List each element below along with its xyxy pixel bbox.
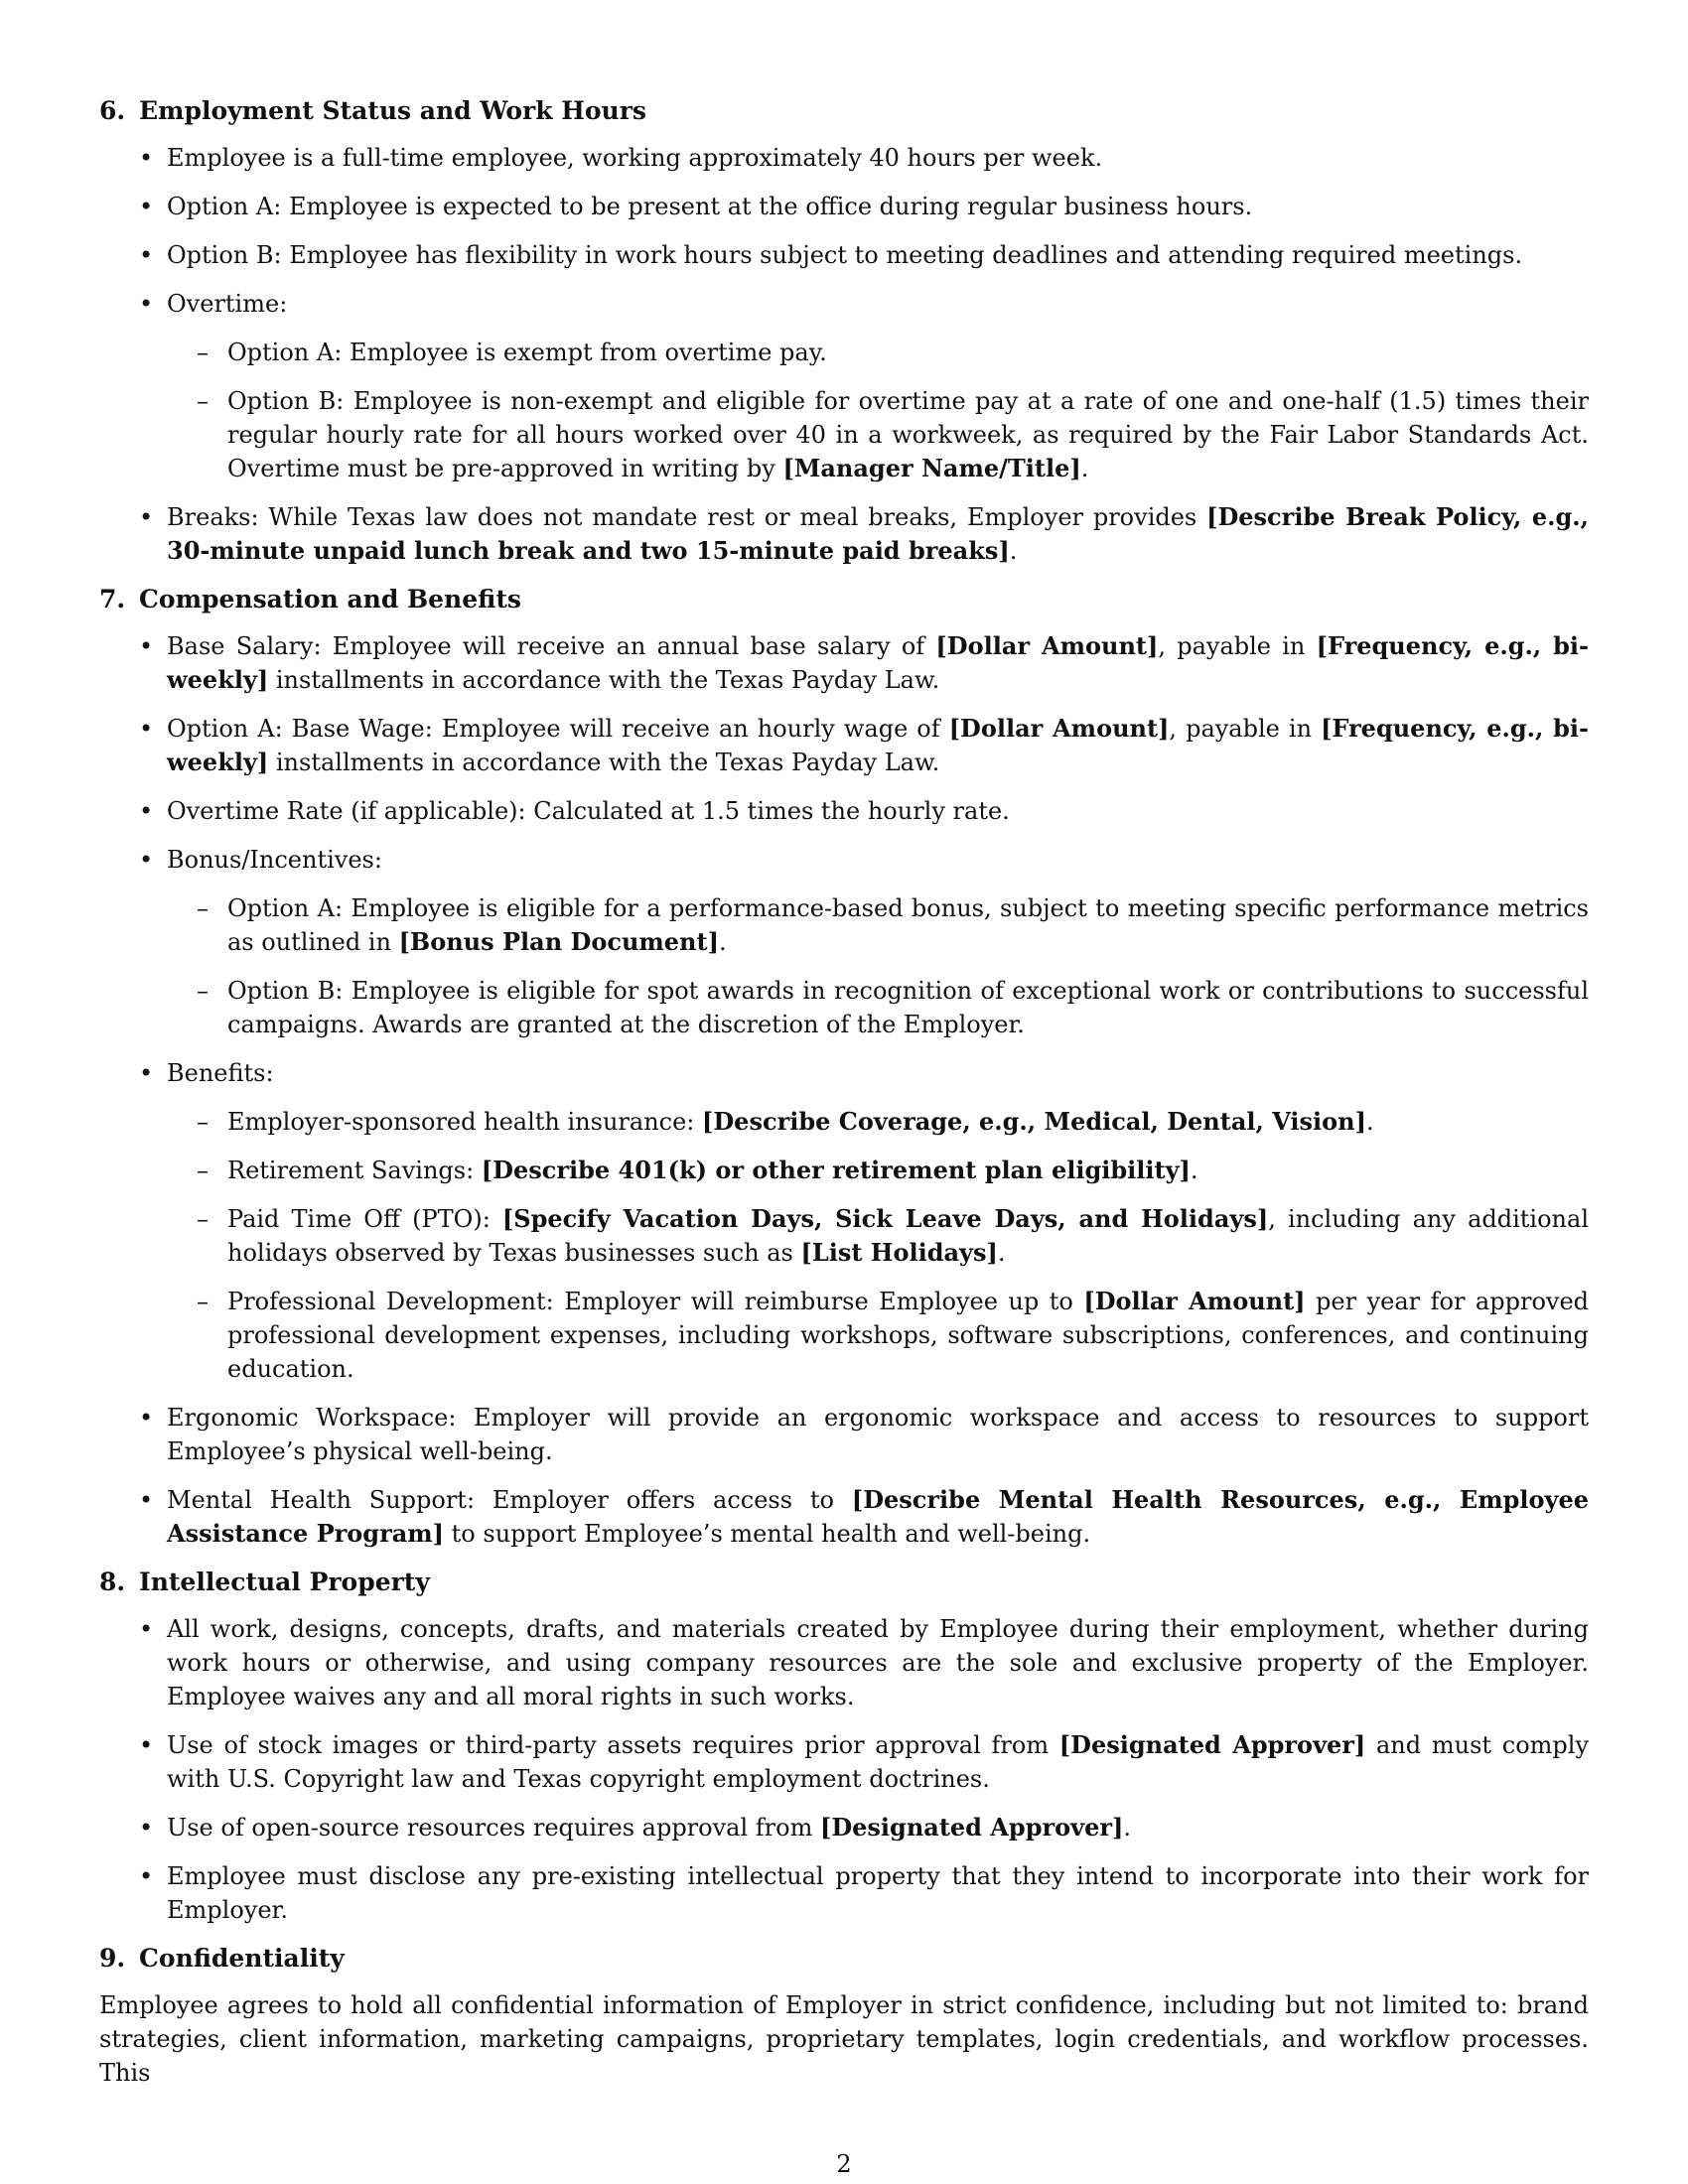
sub-list-item: – Option B: Employee is eligible for spot awards in recognition of exceptional work or contributions to successful campaigns. Awards are granted at the discretion of the Employer. xyxy=(227,974,1589,1041)
placeholder: [Frequency, e.g., bi-weekly] xyxy=(167,714,1590,776)
placeholder: [Dollar Amount] xyxy=(935,631,1159,660)
confidentiality-paragraph: Employee agrees to hold all confidential information of Employer in strict confidence, including but not limited to: brand strategies, client information, marketing campaigns, proprietary templates, login credentials, and workflow processes. This xyxy=(99,1991,1589,2087)
placeholder: [Bonus Plan Document] xyxy=(398,927,719,956)
placeholder: [List Holidays] xyxy=(800,1238,998,1267)
placeholder: [Specify Vacation Days, Sick Leave Days, and Holidays] xyxy=(501,1204,1269,1233)
list-item: • Benefits: – Employer-sponsored health insurance: [Describe Coverage, e.g., Medical, Dental, Vision]. – Retirement Savings: [Describe 401(k) or other retirement plan eligibility]. – Paid Time Off (PTO): [Specify Vacation Days, Sick Leave Days, and Holidays], including any additional holidays observed by Texas businesses such as [List Holidays]. – Professional Development: Employer will reimburse Employee up to [Dollar Amount] per year for approved professional development expenses, including workshops, software subscriptions, conferences, and continuing education. xyxy=(167,1056,1589,1386)
section-7-heading xyxy=(99,583,1589,616)
section-8-heading xyxy=(99,1566,1589,1599)
sub-list-item: – Professional Development: Employer will reimburse Employee up to [Dollar Amount] per year for approved professional development expenses, including workshops, software subscriptions, conferences, and continuing education. xyxy=(227,1285,1589,1386)
sub-list-item: – Paid Time Off (PTO): [Specify Vacation Days, Sick Leave Days, and Holidays], including any additional holidays observed by Texas businesses such as [List Holidays]. xyxy=(227,1202,1589,1270)
placeholder: [Describe Break Policy, e.g., 30-minute unpaid lunch break and two 15-minute paid breaks] xyxy=(167,502,1589,565)
list-item: • Overtime Rate (if applicable): Calculated at 1.5 times the hourly rate. xyxy=(167,794,1589,828)
placeholder: [Frequency, e.g., bi-weekly] xyxy=(167,631,1590,694)
section-8-list xyxy=(99,1612,1589,1927)
section-6-heading xyxy=(99,94,1589,128)
sub-list-item: – Retirement Savings: [Describe 401(k) or other retirement plan eligibility]. xyxy=(227,1154,1589,1187)
list-item: • Breaks: While Texas law does not mandate rest or meal breaks, Employer provides [Describe Break Policy, e.g., 30-minute unpaid lunch break and two 15-minute paid breaks]. xyxy=(167,500,1589,568)
list-item: • Overtime: – Option A: Employee is exempt from overtime pay. – Option B: Employee is non-exempt and eligible for overtime pay at a rate of one and one-half (1.5) times their regular hourly rate for all hours worked over 40 in a workweek, as required by the Fair Labor Standards Act. Overtime must be pre-approved in writing by [Manager Name/Title]. xyxy=(167,287,1589,485)
list-item: • Use of open-source resources requires approval from [Designated Approver]. xyxy=(167,1811,1589,1844)
section-number: 6. xyxy=(99,96,126,125)
section-title: Confidentiality xyxy=(139,1944,345,1973)
list-item: • All work, designs, concepts, drafts, and materials created by Employee during their employment, whether during work hours or otherwise, and using company resources are the sole and exclusive property of the Employer. Employee waives any and all moral rights in such works. xyxy=(167,1612,1589,1713)
list-item: • Option A: Employee is expected to be present at the office during regular business hours. xyxy=(167,190,1589,223)
section-number: 8. xyxy=(99,1568,126,1596)
sub-list xyxy=(167,891,1589,1041)
page-number: 2 xyxy=(836,2150,852,2178)
placeholder: [Describe 401(k) or other retirement plan eligibility] xyxy=(481,1156,1191,1184)
list-item: • Option B: Employee has flexibility in work hours subject to meeting deadlines and attending required meetings. xyxy=(167,238,1589,272)
placeholder: [Dollar Amount] xyxy=(1083,1287,1306,1315)
list-item: • Mental Health Support: Employer offers access to [Describe Mental Health Resources, e.g., Employee Assistance Program] to support Employee’s mental health and well-being. xyxy=(167,1483,1589,1551)
section-9-heading xyxy=(99,1942,1589,1976)
sub-list xyxy=(167,336,1589,485)
list-item: • Ergonomic Workspace: Employer will provide an ergonomic workspace and access to resources to support Employee’s physical well-being. xyxy=(167,1401,1589,1468)
placeholder: [Dollar Amount] xyxy=(948,714,1170,743)
section-7-list xyxy=(99,629,1589,1551)
list-item: • Option A: Base Wage: Employee will receive an hourly wage of [Dollar Amount], payable in [Frequency, e.g., bi-weekly] installments in accordance with the Texas Payday Law. xyxy=(167,712,1589,779)
section-6-list xyxy=(99,141,1589,568)
sub-list-item: – Option B: Employee is non-exempt and eligible for overtime pay at a rate of one and one-half (1.5) times their regular hourly rate for all hours worked over 40 in a workweek, as required by the Fair Labor Standards Act. Overtime must be pre-approved in writing by [Manager Name/Title]. xyxy=(227,384,1589,485)
list-item: • Base Salary: Employee will receive an annual base salary of [Dollar Amount], payable in [Frequency, e.g., bi-weekly] installments in accordance with the Texas Payday Law. xyxy=(167,629,1589,697)
list-item: • Bonus/Incentives: – Option A: Employee is eligible for a performance-based bonus, subject to meeting specific performance metrics as outlined in [Bonus Plan Document]. – Option B: Employee is eligible for spot awards in recognition of exceptional work or contributions to successful campaigns. Awards are granted at the discretion of the Employer. xyxy=(167,843,1589,1041)
placeholder: [Describe Coverage, e.g., Medical, Dental, Vision] xyxy=(702,1107,1366,1136)
sub-list-item: – Option A: Employee is exempt from overtime pay. xyxy=(227,336,1589,369)
placeholder: [Designated Approver] xyxy=(819,1813,1124,1842)
document-page xyxy=(99,94,1589,2090)
placeholder: [Describe Mental Health Resources, e.g., Employee Assistance Program] xyxy=(167,1485,1589,1548)
section-title: Intellectual Property xyxy=(139,1568,430,1596)
placeholder: [Manager Name/Title] xyxy=(782,454,1081,482)
section-title: Employment Status and Work Hours xyxy=(139,96,646,125)
sub-list-item: – Option A: Employee is eligible for a performance-based bonus, subject to meeting specific performance metrics as outlined in [Bonus Plan Document]. xyxy=(227,891,1589,959)
placeholder: [Designated Approver] xyxy=(1058,1730,1366,1759)
list-item: • Employee is a full-time employee, working approximately 40 hours per week. xyxy=(167,141,1589,175)
list-item: • Employee must disclose any pre-existing intellectual property that they intend to incorporate into their work for Employer. xyxy=(167,1859,1589,1927)
list-item: • Use of stock images or third-party assets requires prior approval from [Designated Approver] and must comply with U.S. Copyright law and Texas copyright employment doctrines. xyxy=(167,1728,1589,1796)
sub-list xyxy=(167,1105,1589,1386)
section-number: 9. xyxy=(99,1944,126,1973)
section-number: 7. xyxy=(99,585,126,614)
sub-list-item: – Employer-sponsored health insurance: [Describe Coverage, e.g., Medical, Dental, Vision]. xyxy=(227,1105,1589,1139)
section-title: Compensation and Benefits xyxy=(139,585,521,614)
